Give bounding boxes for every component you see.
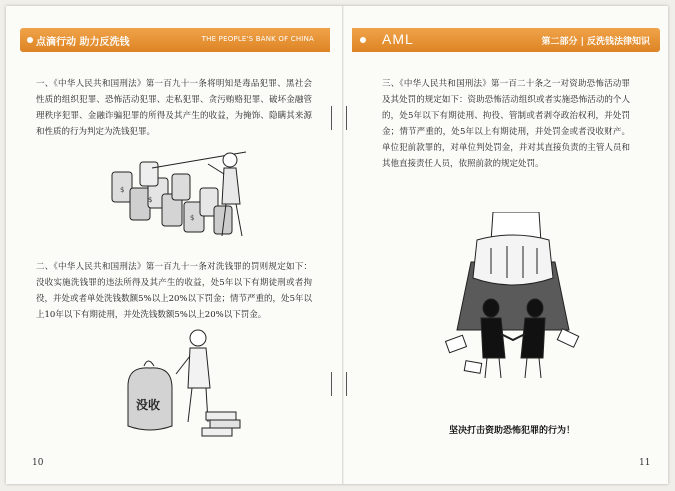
crop-mark xyxy=(331,106,332,130)
header-slogan: 点滴行动 助力反洗钱 xyxy=(36,37,130,48)
header-section-title: 第二部分 | 反洗钱法律知识 xyxy=(541,37,650,47)
page-number-right: 11 xyxy=(639,458,651,468)
svg-text:$: $ xyxy=(190,214,195,222)
left-page xyxy=(6,6,342,484)
svg-text:$: $ xyxy=(120,186,125,194)
law-paragraph-3: 三、《中华人民共和国刑法》第一百二十条之一对资助恐怖活动罪及其处罚的规定如下：资助恐怖活动组织或者实施恐怖活动的个人的，处5年以下有期徒刑、拘役、管制或者剥夺政治权利，并处罚金；情节严重的，处5年以上有期徒刑，并处罚金或者没收财产。单位犯前款罪的，对单位判处罚金，并对其直接负责的主管人员和其他直接责任人员，依照前款的规定处罚。 xyxy=(382,79,630,169)
crop-mark xyxy=(346,106,347,130)
left-header-bar xyxy=(20,28,330,52)
right-header-bar xyxy=(352,28,660,52)
illustration-caption: 坚决打击资助恐怖犯罪的行为！ xyxy=(448,426,575,436)
header-bullet-icon xyxy=(360,37,366,43)
header-aml-title: AML xyxy=(382,31,414,47)
law-paragraph-1: 一、《中华人民共和国刑法》第一百九十一条将明知是毒品犯罪、黑社会性质的组织犯罪、恐怖活动犯罪、走私犯罪、贪污贿赂犯罪、破坏金融管理秩序犯罪、金融诈骗犯罪的所得及其产生的收益，为掩饰、隐瞒其来源和性质的行为判定为洗钱犯罪。 xyxy=(36,79,312,137)
right-page xyxy=(344,6,668,484)
law-paragraph-2: 二、《中华人民共和国刑法》第一百九十一条对洗钱罪的罚则规定如下：没收实施洗钱罪的违法所得及其产生的收益，处5年以下有期徒刑或者拘役，并处或者单处洗钱数额5%以上20%以下罚金；情节严重的，处5年以上10年以下有期徒刑，并处洗钱数额5%以上20%以下罚金。 xyxy=(36,262,312,320)
money-bags-illustration xyxy=(104,144,254,244)
confiscate-bag-label: 没收 xyxy=(136,398,161,412)
bank-name: THE PEOPLE'S BANK OF CHINA xyxy=(201,35,314,43)
header-bullet-icon xyxy=(27,37,33,43)
fist-handshake-illustration xyxy=(443,212,583,382)
book-spread xyxy=(6,6,668,484)
page-number-left: 10 xyxy=(32,458,44,468)
confiscation-illustration xyxy=(114,326,244,444)
crop-mark xyxy=(331,372,332,396)
svg-text:$: $ xyxy=(148,196,153,204)
crop-mark xyxy=(346,372,347,396)
